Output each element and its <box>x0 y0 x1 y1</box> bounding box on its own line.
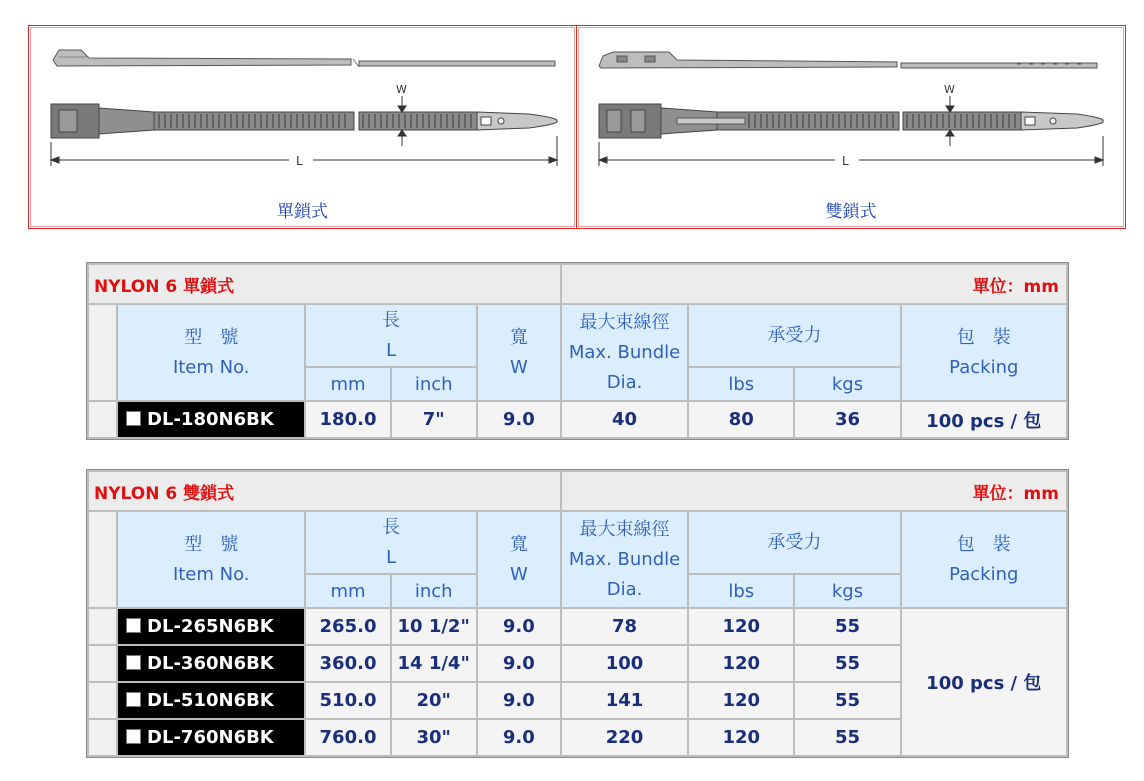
side-profile-icon <box>53 50 555 67</box>
header-packing-en: Packing <box>949 356 1019 378</box>
strength-lbs-cell: 120 <box>689 683 793 718</box>
header-length-cn: 長 <box>382 516 401 538</box>
length-mm-cell: 510.0 <box>306 683 389 718</box>
row-gutter <box>89 646 116 681</box>
packing-cell: 100 pcs / 包 <box>902 609 1066 755</box>
header-model-cn: 型 號 <box>184 326 239 348</box>
unit-label: 單位：mm <box>562 472 1066 510</box>
header-width <box>478 512 560 607</box>
length-mm-cell: 760.0 <box>306 720 389 755</box>
model-label: DL-760N6BK <box>147 727 274 748</box>
strength-kgs-cell: 55 <box>795 720 899 755</box>
table-row <box>89 402 1066 437</box>
header-bundle-en1: Max. Bundle <box>568 341 681 363</box>
row-gutter <box>89 683 116 718</box>
width-cell: 9.0 <box>478 683 560 718</box>
model-cell[interactable] <box>118 646 304 681</box>
single-lock-cable-tie-drawing <box>29 26 576 206</box>
header-width-cn: 寬 <box>509 326 528 348</box>
header-model <box>118 305 304 400</box>
model-label: DL-360N6BK <box>147 653 274 674</box>
diagram-caption: 單鎖式 <box>277 202 328 222</box>
checkbox-icon[interactable] <box>126 692 141 707</box>
table-title: NYLON 6 雙鎖式 <box>89 472 560 510</box>
header-model-en: Item No. <box>172 356 250 378</box>
header-packing <box>902 305 1066 400</box>
row-gutter <box>89 305 116 400</box>
length-inch-cell: 10 1/2" <box>392 609 476 644</box>
header-lbs: lbs <box>689 368 793 400</box>
table-title: NYLON 6 單鎖式 <box>89 265 560 303</box>
length-dimension-icon <box>51 136 557 166</box>
model-cell[interactable] <box>118 402 304 437</box>
bundle-dia-cell: 141 <box>562 683 687 718</box>
length-inch-cell: 30" <box>392 720 476 755</box>
header-strength: 承受力 <box>689 512 899 573</box>
length-inch-cell: 20" <box>392 683 476 718</box>
length-inch-cell: 14 1/4" <box>392 646 476 681</box>
header-inch: inch <box>392 368 476 400</box>
strength-kgs-cell: 55 <box>795 683 899 718</box>
header-width <box>478 305 560 400</box>
strength-lbs-cell: 120 <box>689 609 793 644</box>
header-bundle <box>562 305 687 400</box>
top-view-icon <box>51 104 557 138</box>
model-label: DL-510N6BK <box>147 690 274 711</box>
diagram-single-lock <box>28 25 577 229</box>
diagram-double-lock <box>576 25 1126 229</box>
length-label: L <box>296 154 303 168</box>
length-dimension-icon <box>599 136 1103 166</box>
header-model-cn: 型 號 <box>184 533 239 555</box>
header-inch: inch <box>392 575 476 607</box>
header-kgs: kgs <box>795 575 899 607</box>
bundle-dia-cell: 40 <box>562 402 687 437</box>
model-cell[interactable] <box>118 609 304 644</box>
header-packing-cn: 包 裝 <box>956 533 1011 555</box>
strength-lbs-cell: 80 <box>689 402 793 437</box>
header-model <box>118 512 304 607</box>
header-mm: mm <box>306 368 389 400</box>
length-label: L <box>842 154 849 168</box>
header-mm: mm <box>306 575 389 607</box>
bundle-dia-cell: 100 <box>562 646 687 681</box>
header-kgs: kgs <box>795 368 899 400</box>
width-cell: 9.0 <box>478 609 560 644</box>
width-cell: 9.0 <box>478 402 560 437</box>
width-cell: 9.0 <box>478 646 560 681</box>
checkbox-icon[interactable] <box>126 655 141 670</box>
header-bundle <box>562 512 687 607</box>
row-gutter <box>89 402 116 437</box>
strength-lbs-cell: 120 <box>689 646 793 681</box>
checkbox-icon[interactable] <box>126 411 141 426</box>
width-label: W <box>944 83 955 96</box>
model-cell[interactable] <box>118 683 304 718</box>
strength-kgs-cell: 55 <box>795 646 899 681</box>
header-width-en: W <box>509 563 528 585</box>
header-packing-en: Packing <box>949 563 1019 585</box>
bundle-dia-cell: 220 <box>562 720 687 755</box>
width-label: W <box>396 83 407 96</box>
row-gutter <box>89 512 116 607</box>
model-label: DL-180N6BK <box>147 409 274 430</box>
header-length <box>306 305 475 366</box>
packing-cell: 100 pcs / 包 <box>902 402 1066 437</box>
model-cell[interactable] <box>118 720 304 755</box>
table-row <box>89 609 1066 644</box>
header-width-en: W <box>509 356 528 378</box>
header-length-en: L <box>386 546 397 568</box>
header-packing <box>902 512 1066 607</box>
header-length-cn: 長 <box>382 309 401 331</box>
length-mm-cell: 180.0 <box>306 402 389 437</box>
length-mm-cell: 360.0 <box>306 646 389 681</box>
spec-table-double-lock <box>86 469 1069 758</box>
header-packing-cn: 包 裝 <box>956 326 1011 348</box>
row-gutter <box>89 609 116 644</box>
header-length-en: L <box>386 339 397 361</box>
model-label: DL-265N6BK <box>147 616 274 637</box>
strength-lbs-cell: 120 <box>689 720 793 755</box>
length-mm-cell: 265.0 <box>306 609 389 644</box>
checkbox-icon[interactable] <box>126 618 141 633</box>
header-bundle-en2: Dia. <box>606 371 643 393</box>
header-bundle-en1: Max. Bundle <box>568 548 681 570</box>
diagram-caption: 雙鎖式 <box>825 202 877 222</box>
strength-kgs-cell: 55 <box>795 609 899 644</box>
header-bundle-cn: 最大束線徑 <box>579 311 670 333</box>
header-bundle-cn: 最大束線徑 <box>579 518 670 540</box>
header-lbs: lbs <box>689 575 793 607</box>
header-length <box>306 512 475 573</box>
side-profile-icon <box>599 52 1097 68</box>
double-lock-cable-tie-drawing <box>577 26 1125 206</box>
spec-table-single-lock <box>86 262 1069 440</box>
checkbox-icon[interactable] <box>126 729 141 744</box>
header-strength: 承受力 <box>689 305 899 366</box>
header-model-en: Item No. <box>172 563 250 585</box>
header-bundle-en2: Dia. <box>606 578 643 600</box>
width-cell: 9.0 <box>478 720 560 755</box>
row-gutter <box>89 720 116 755</box>
bundle-dia-cell: 78 <box>562 609 687 644</box>
header-width-cn: 寬 <box>509 533 528 555</box>
strength-kgs-cell: 36 <box>795 402 899 437</box>
length-inch-cell: 7" <box>392 402 476 437</box>
unit-label: 單位：mm <box>562 265 1066 303</box>
